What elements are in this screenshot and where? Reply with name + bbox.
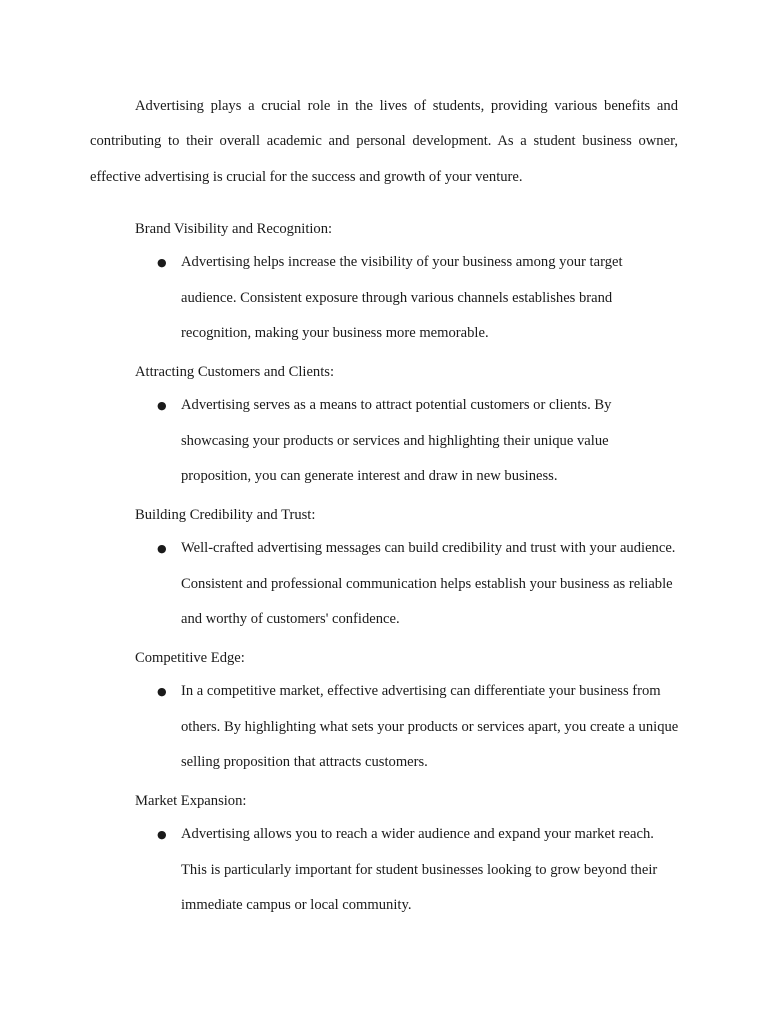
bullet-dot-icon: ●	[157, 828, 167, 841]
bullet-text: In a competitive market, effective advertising can differentiate your business from others. By highlighting what sets your products or services apart, you create a unique selling proposition that attracts customers.	[181, 683, 679, 770]
section-heading: Building Credibility and Trust:	[135, 507, 316, 523]
section-heading: Brand Visibility and Recognition:	[135, 221, 333, 237]
intro-paragraph: Advertising plays a crucial role in the lives of students, providing various benefits and contributing to their overall academic and personal development. As a student business owner, effective advertising is crucial for the success and growth of your venture.	[90, 98, 678, 185]
bullet-text: Advertising helps increase the visibility of your business among your target audience. Consistent exposure through various channels establishes brand recognition, making your business more memorable.	[181, 254, 623, 341]
bullet-text: Advertising allows you to reach a wider audience and expand your market reach. This is particularly important for student businesses looking to grow beyond their immediate campus or local community.	[181, 826, 658, 913]
bullet-dot-icon: ●	[157, 256, 167, 269]
section-heading: Competitive Edge:	[135, 650, 245, 666]
bullet-dot-icon: ●	[157, 399, 167, 412]
bullet-text: Advertising serves as a means to attract potential customers or clients. By showcasing your products or services and highlighting their unique value proposition, you can generate interest and draw in new business.	[181, 397, 612, 484]
bullet-dot-icon: ●	[157, 542, 167, 555]
section-heading: Attracting Customers and Clients:	[135, 364, 335, 380]
bullet-text: Well-crafted advertising messages can build credibility and trust with your audience. Consistent and professional communication helps establish your business as reliable and worthy of customers' confidence.	[181, 540, 676, 627]
bullet-dot-icon: ●	[157, 685, 167, 698]
section-heading: Market Expansion:	[135, 793, 247, 809]
